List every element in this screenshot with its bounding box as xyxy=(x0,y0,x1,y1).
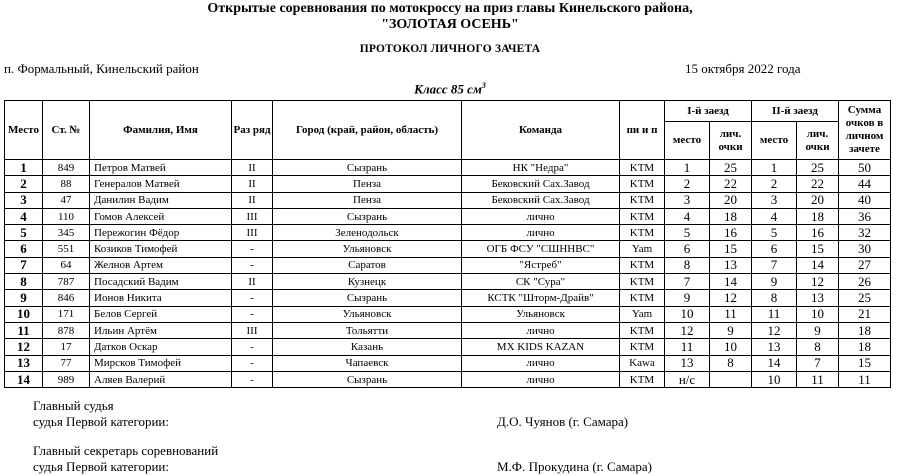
secretary-name: М.Ф. Прокудина (г. Самара) xyxy=(497,459,652,474)
row-bike: KTM xyxy=(620,160,665,176)
row-heat2-place: 9 xyxy=(752,274,797,290)
table-row xyxy=(5,208,891,224)
row-heat2-place: 8 xyxy=(752,290,797,306)
class-label xyxy=(0,81,900,97)
row-heat1-points: 20 xyxy=(710,192,752,208)
row-heat1-place: 1 xyxy=(665,160,710,176)
row-city: Саратов xyxy=(273,257,462,273)
row-place: 4 xyxy=(5,208,43,224)
row-team: "Ястреб" xyxy=(462,257,620,273)
row-rank: - xyxy=(232,241,273,257)
row-place: 9 xyxy=(5,290,43,306)
table-row xyxy=(5,160,891,176)
header-city: Город (край, район, область) xyxy=(273,101,462,160)
table-row xyxy=(5,176,891,192)
table-row xyxy=(5,322,891,338)
row-heat1-place: 7 xyxy=(665,274,710,290)
row-heat2-place: 3 xyxy=(752,192,797,208)
row-rank: II xyxy=(232,192,273,208)
row-sum: 15 xyxy=(839,355,891,371)
header-start-no: Ст. № xyxy=(43,101,90,160)
title-line-2: "ЗОЛОТАЯ ОСЕНЬ" xyxy=(381,17,519,32)
table-row xyxy=(5,257,891,273)
row-heat1-place: 12 xyxy=(665,322,710,338)
row-start-no: 989 xyxy=(43,371,90,387)
judge-title: Главный судья xyxy=(33,398,114,413)
row-heat1-place: н/с xyxy=(665,371,710,387)
row-heat1-points: 9 xyxy=(710,322,752,338)
row-rank: - xyxy=(232,290,273,306)
row-team: лично xyxy=(462,322,620,338)
row-heat2-points: 10 xyxy=(797,306,839,322)
row-rank: - xyxy=(232,339,273,355)
row-rank: - xyxy=(232,371,273,387)
row-start-no: 77 xyxy=(43,355,90,371)
secretary-title: Главный секретарь соревнований xyxy=(33,443,219,458)
table-row xyxy=(5,306,891,322)
row-heat2-points: 18 xyxy=(797,208,839,224)
row-heat2-place: 4 xyxy=(752,208,797,224)
row-start-no: 64 xyxy=(43,257,90,273)
row-heat1-place: 5 xyxy=(665,225,710,241)
row-city: Сызрань xyxy=(273,290,462,306)
row-start-no: 88 xyxy=(43,176,90,192)
row-heat1-place: 4 xyxy=(665,208,710,224)
header-heat2-place: место xyxy=(752,122,797,160)
row-name: Белов Сергей xyxy=(90,306,232,322)
row-rank: II xyxy=(232,176,273,192)
row-heat2-points: 8 xyxy=(797,339,839,355)
row-bike: KTM xyxy=(620,274,665,290)
header-heat1: I-й заезд xyxy=(665,101,752,122)
row-heat1-place: 6 xyxy=(665,241,710,257)
row-sum: 30 xyxy=(839,241,891,257)
judge-name: Д.О. Чуянов (г. Самара) xyxy=(497,414,629,429)
row-sum: 44 xyxy=(839,176,891,192)
header-sum: Сумма очков в личном зачете xyxy=(839,101,891,160)
row-start-no: 878 xyxy=(43,322,90,338)
row-name: Ильин Артём xyxy=(90,322,232,338)
row-name: Пережогин Фёдор xyxy=(90,225,232,241)
row-start-no: 47 xyxy=(43,192,90,208)
header-heat1-place: место xyxy=(665,122,710,160)
row-name: Желнов Артем xyxy=(90,257,232,273)
row-start-no: 171 xyxy=(43,306,90,322)
row-start-no: 345 xyxy=(43,225,90,241)
row-rank: III xyxy=(232,322,273,338)
row-team: лично xyxy=(462,208,620,224)
row-heat1-points: 25 xyxy=(710,160,752,176)
row-team: Бековский Сах.Завод xyxy=(462,176,620,192)
header-name: Фамилия, Имя xyxy=(90,101,232,160)
row-heat1-points: 14 xyxy=(710,274,752,290)
row-heat1-points: 13 xyxy=(710,257,752,273)
row-heat2-points: 9 xyxy=(797,322,839,338)
row-place: 7 xyxy=(5,257,43,273)
row-heat2-points: 15 xyxy=(797,241,839,257)
row-heat2-points: 25 xyxy=(797,160,839,176)
row-rank: - xyxy=(232,257,273,273)
row-heat1-place: 8 xyxy=(665,257,710,273)
row-name: Аляев Валерий xyxy=(90,371,232,387)
row-city: Тольятти xyxy=(273,322,462,338)
row-sum: 21 xyxy=(839,306,891,322)
protocol-heading: ПРОТОКОЛ ЛИЧНОГО ЗАЧЕТА xyxy=(359,43,541,55)
row-team: КСТК "Шторм-Драйв" xyxy=(462,290,620,306)
row-name: Козиков Тимофей xyxy=(90,241,232,257)
table-row xyxy=(5,192,891,208)
row-heat2-points: 12 xyxy=(797,274,839,290)
header-place: Место xyxy=(5,101,43,160)
header-heat1-points: лич. очки xyxy=(710,122,752,160)
row-city: Зеленодольск xyxy=(273,225,462,241)
row-place: 10 xyxy=(5,306,43,322)
row-rank: - xyxy=(232,306,273,322)
row-heat1-points: 10 xyxy=(710,339,752,355)
row-place: 8 xyxy=(5,274,43,290)
row-rank: II xyxy=(232,274,273,290)
row-sum: 36 xyxy=(839,208,891,224)
row-heat1-points: 22 xyxy=(710,176,752,192)
row-place: 14 xyxy=(5,371,43,387)
row-rank: II xyxy=(232,160,273,176)
row-rank: III xyxy=(232,225,273,241)
row-heat2-place: 2 xyxy=(752,176,797,192)
row-heat1-points: 12 xyxy=(710,290,752,306)
row-name: Мирсков Тимофей xyxy=(90,355,232,371)
row-team: MX KIDS KAZAN xyxy=(462,339,620,355)
row-sum: 11 xyxy=(839,371,891,387)
row-place: 5 xyxy=(5,225,43,241)
row-heat1-place: 11 xyxy=(665,339,710,355)
row-bike: KTM xyxy=(620,192,665,208)
row-city: Ульяновск xyxy=(273,306,462,322)
row-heat2-place: 10 xyxy=(752,371,797,387)
header-heat2: II-й заезд xyxy=(752,101,839,122)
row-place: 13 xyxy=(5,355,43,371)
class-label-sup: 3 xyxy=(481,81,486,90)
row-place: 12 xyxy=(5,339,43,355)
row-team: СК "Сура" xyxy=(462,274,620,290)
table-row xyxy=(5,371,891,387)
event-date: 15 октября 2022 года xyxy=(685,61,801,76)
table-row xyxy=(5,241,891,257)
judge-category: судья Первой категории: xyxy=(33,414,170,429)
row-start-no: 110 xyxy=(43,208,90,224)
header-team: Команда xyxy=(462,101,620,160)
row-place: 1 xyxy=(5,160,43,176)
row-heat2-place: 1 xyxy=(752,160,797,176)
table-row xyxy=(5,355,891,371)
row-heat2-place: 6 xyxy=(752,241,797,257)
row-heat1-points: 16 xyxy=(710,225,752,241)
table-row xyxy=(5,274,891,290)
row-sum: 25 xyxy=(839,290,891,306)
class-label-text: Класс 85 см xyxy=(414,81,482,97)
row-start-no: 849 xyxy=(43,160,90,176)
row-heat2-points: 20 xyxy=(797,192,839,208)
row-bike: KTM xyxy=(620,290,665,306)
row-heat2-place: 7 xyxy=(752,257,797,273)
row-city: Чапаевск xyxy=(273,355,462,371)
results-table xyxy=(4,100,891,388)
row-heat2-place: 12 xyxy=(752,322,797,338)
row-team: лично xyxy=(462,355,620,371)
row-heat1-points xyxy=(710,371,752,387)
row-place: 11 xyxy=(5,322,43,338)
row-name: Ионов Никита xyxy=(90,290,232,306)
row-heat2-points: 14 xyxy=(797,257,839,273)
row-team: Бековский Сах.Завод xyxy=(462,192,620,208)
row-heat2-points: 16 xyxy=(797,225,839,241)
secretary-category: судья Первой категории: xyxy=(33,459,170,474)
row-heat1-place: 9 xyxy=(665,290,710,306)
header-bike: пи и п xyxy=(620,101,665,160)
row-sum: 18 xyxy=(839,322,891,338)
row-team: ОГБ ФСУ "СШННВС" xyxy=(462,241,620,257)
row-heat2-points: 7 xyxy=(797,355,839,371)
row-heat1-points: 8 xyxy=(710,355,752,371)
row-name: Гомов Алексей xyxy=(90,208,232,224)
row-place: 2 xyxy=(5,176,43,192)
row-bike: KTM xyxy=(620,208,665,224)
row-bike: KTM xyxy=(620,322,665,338)
row-name: Данилин Вадим xyxy=(90,192,232,208)
header-rank: Раз ряд xyxy=(232,101,273,160)
row-bike: Yam xyxy=(620,241,665,257)
row-city: Сызрань xyxy=(273,208,462,224)
row-city: Сызрань xyxy=(273,160,462,176)
row-heat2-points: 22 xyxy=(797,176,839,192)
row-name: Датков Оскар xyxy=(90,339,232,355)
row-heat2-place: 11 xyxy=(752,306,797,322)
row-heat1-place: 3 xyxy=(665,192,710,208)
row-sum: 26 xyxy=(839,274,891,290)
row-start-no: 846 xyxy=(43,290,90,306)
table-row xyxy=(5,339,891,355)
row-heat1-points: 11 xyxy=(710,306,752,322)
row-city: Пенза xyxy=(273,192,462,208)
row-team: Ульяновск xyxy=(462,306,620,322)
row-name: Посадский Вадим xyxy=(90,274,232,290)
row-bike: KTM xyxy=(620,339,665,355)
row-start-no: 17 xyxy=(43,339,90,355)
row-sum: 40 xyxy=(839,192,891,208)
row-heat2-points: 13 xyxy=(797,290,839,306)
row-start-no: 551 xyxy=(43,241,90,257)
table-row xyxy=(5,225,891,241)
row-place: 3 xyxy=(5,192,43,208)
row-team: НК "Недра" xyxy=(462,160,620,176)
row-city: Сызрань xyxy=(273,371,462,387)
title-line-1: Открытые соревнования по мотокроссу на приз главы Кинельского района, xyxy=(207,1,693,16)
location: п. Формальный, Кинельский район xyxy=(4,61,199,76)
row-bike: KTM xyxy=(620,371,665,387)
row-team: лично xyxy=(462,371,620,387)
row-sum: 27 xyxy=(839,257,891,273)
row-rank: - xyxy=(232,355,273,371)
row-bike: KTM xyxy=(620,257,665,273)
row-city: Кузнецк xyxy=(273,274,462,290)
row-sum: 32 xyxy=(839,225,891,241)
row-heat1-place: 10 xyxy=(665,306,710,322)
row-heat2-points: 11 xyxy=(797,371,839,387)
row-heat2-place: 14 xyxy=(752,355,797,371)
row-start-no: 787 xyxy=(43,274,90,290)
row-heat1-place: 13 xyxy=(665,355,710,371)
row-city: Казань xyxy=(273,339,462,355)
row-bike: Yam xyxy=(620,306,665,322)
row-place: 6 xyxy=(5,241,43,257)
table-row xyxy=(5,290,891,306)
row-sum: 50 xyxy=(839,160,891,176)
row-heat1-points: 15 xyxy=(710,241,752,257)
row-heat2-place: 5 xyxy=(752,225,797,241)
row-name: Петров Матвей xyxy=(90,160,232,176)
row-team: лично xyxy=(462,225,620,241)
row-heat2-place: 13 xyxy=(752,339,797,355)
row-heat1-place: 2 xyxy=(665,176,710,192)
row-bike: Kawa xyxy=(620,355,665,371)
row-sum: 18 xyxy=(839,339,891,355)
row-bike: KTM xyxy=(620,225,665,241)
header-heat2-points: лич. очки xyxy=(797,122,839,160)
row-city: Ульяновск xyxy=(273,241,462,257)
row-name: Генералов Матвей xyxy=(90,176,232,192)
row-heat1-points: 18 xyxy=(710,208,752,224)
row-rank: III xyxy=(232,208,273,224)
row-city: Пенза xyxy=(273,176,462,192)
row-bike: KTM xyxy=(620,176,665,192)
